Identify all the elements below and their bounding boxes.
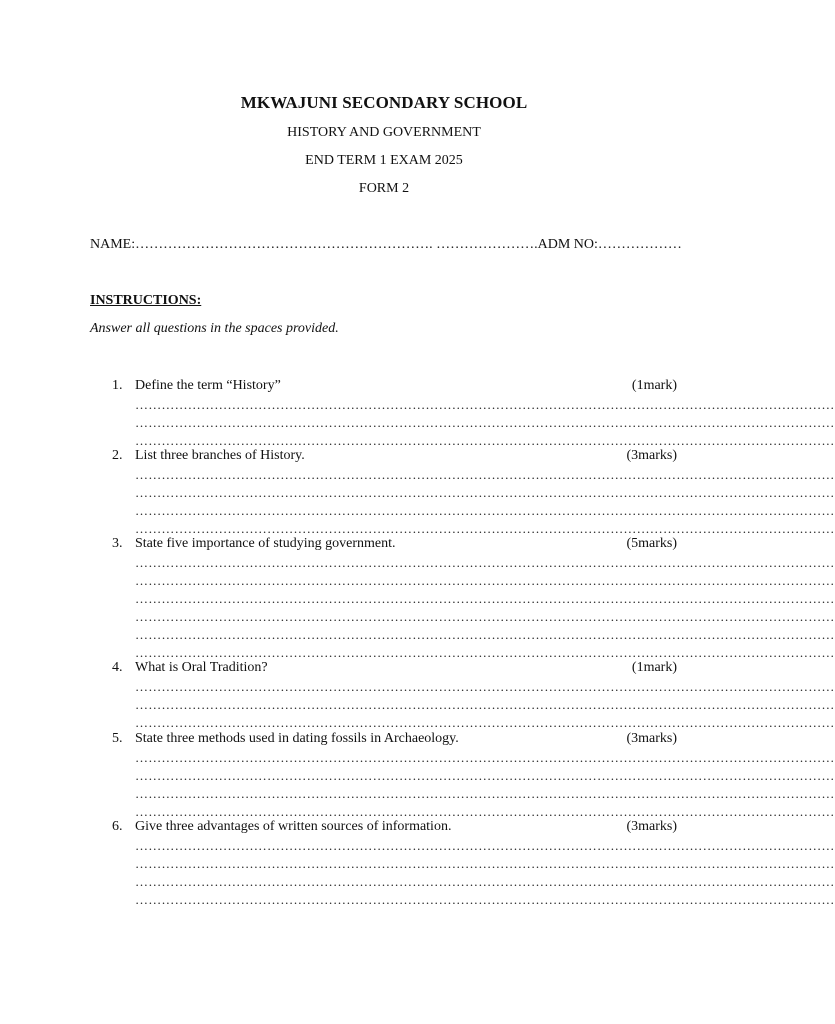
- question-header: [0, 536, 768, 554]
- answer-line[interactable]: ……………………………………………………………………………………………………………………………………………: [135, 591, 835, 606]
- question-2: [0, 448, 835, 538]
- answer-line[interactable]: ……………………………………………………………………………………………………………………………………………: [135, 697, 835, 712]
- question-1: [0, 378, 835, 450]
- question-number: 2.: [112, 448, 123, 463]
- instructions-heading: INSTRUCTIONS:: [90, 293, 202, 308]
- question-header: [0, 448, 768, 466]
- question-marks: (5marks): [626, 536, 677, 551]
- question-header: [0, 660, 768, 678]
- question-text: Give three advantages of written sources of information.: [135, 819, 452, 834]
- question-text: State five importance of studying government.: [135, 536, 396, 551]
- question-text: State three methods used in dating fossils in Archaeology.: [135, 731, 459, 746]
- answer-line[interactable]: ……………………………………………………………………………………………………………………………………………: [135, 856, 835, 871]
- answer-line[interactable]: ……………………………………………………………………………………………………………………………………………: [135, 715, 835, 730]
- question-number: 3.: [112, 536, 123, 551]
- exam-title: END TERM 1 EXAM 2025: [305, 153, 463, 168]
- question-5: [0, 731, 835, 821]
- question-number: 1.: [112, 378, 123, 393]
- answer-line[interactable]: ……………………………………………………………………………………………………………………………………………: [135, 503, 835, 518]
- answer-line[interactable]: ……………………………………………………………………………………………………………………………………………: [135, 609, 835, 624]
- question-number: 4.: [112, 660, 123, 675]
- answer-line[interactable]: ……………………………………………………………………………………………………………………………………………: [135, 874, 835, 889]
- answer-line[interactable]: ……………………………………………………………………………………………………………………………………………: [135, 573, 835, 588]
- subject-title: HISTORY AND GOVERNMENT: [287, 125, 481, 140]
- answer-line[interactable]: ……………………………………………………………………………………………………………………………………………: [135, 485, 835, 500]
- question-marks: (1mark): [631, 660, 677, 675]
- answer-line[interactable]: ……………………………………………………………………………………………………………………………………………: [135, 397, 835, 412]
- answer-line[interactable]: ……………………………………………………………………………………………………………………………………………: [135, 679, 835, 694]
- question-6: [0, 819, 835, 909]
- answer-line[interactable]: ……………………………………………………………………………………………………………………………………………: [135, 838, 835, 853]
- question-text: List three branches of History.: [135, 448, 305, 463]
- name-adm-field[interactable]: NAME:………………………………………………………. ………………….ADM NO:………………: [90, 237, 682, 252]
- answer-line[interactable]: ……………………………………………………………………………………………………………………………………………: [135, 521, 835, 536]
- answer-line[interactable]: ……………………………………………………………………………………………………………………………………………: [135, 804, 835, 819]
- question-marks: (3marks): [626, 731, 677, 746]
- question-number: 5.: [112, 731, 123, 746]
- question-3: [0, 536, 835, 662]
- question-number: 6.: [112, 819, 123, 834]
- question-marks: (3marks): [626, 448, 677, 463]
- question-text: Define the term “History”: [135, 378, 281, 393]
- answer-line[interactable]: ……………………………………………………………………………………………………………………………………………: [135, 750, 835, 765]
- question-text: What is Oral Tradition?: [135, 660, 268, 675]
- answer-line[interactable]: ……………………………………………………………………………………………………………………………………………: [135, 415, 835, 430]
- answer-line[interactable]: ……………………………………………………………………………………………………………………………………………: [135, 555, 835, 570]
- question-marks: (1mark): [631, 378, 677, 393]
- answer-line[interactable]: ……………………………………………………………………………………………………………………………………………: [135, 467, 835, 482]
- answer-line[interactable]: ……………………………………………………………………………………………………………………………………………: [135, 768, 835, 783]
- answer-line[interactable]: ……………………………………………………………………………………………………………………………………………: [135, 627, 835, 642]
- question-marks: (3marks): [626, 819, 677, 834]
- question-header: [0, 731, 768, 749]
- question-4: [0, 660, 835, 732]
- question-header: [0, 378, 768, 396]
- answer-line[interactable]: ……………………………………………………………………………………………………………………………………………: [135, 786, 835, 801]
- school-name: MKWAJUNI SECONDARY SCHOOL: [240, 93, 528, 112]
- question-header: [0, 819, 768, 837]
- form-level: FORM 2: [358, 181, 410, 196]
- answer-line[interactable]: ……………………………………………………………………………………………………………………………………………: [135, 892, 835, 907]
- answer-line[interactable]: ……………………………………………………………………………………………………………………………………………: [135, 433, 835, 448]
- instructions-text: Answer all questions in the spaces provided.: [90, 321, 339, 336]
- answer-line[interactable]: ……………………………………………………………………………………………………………………………………………: [135, 645, 835, 660]
